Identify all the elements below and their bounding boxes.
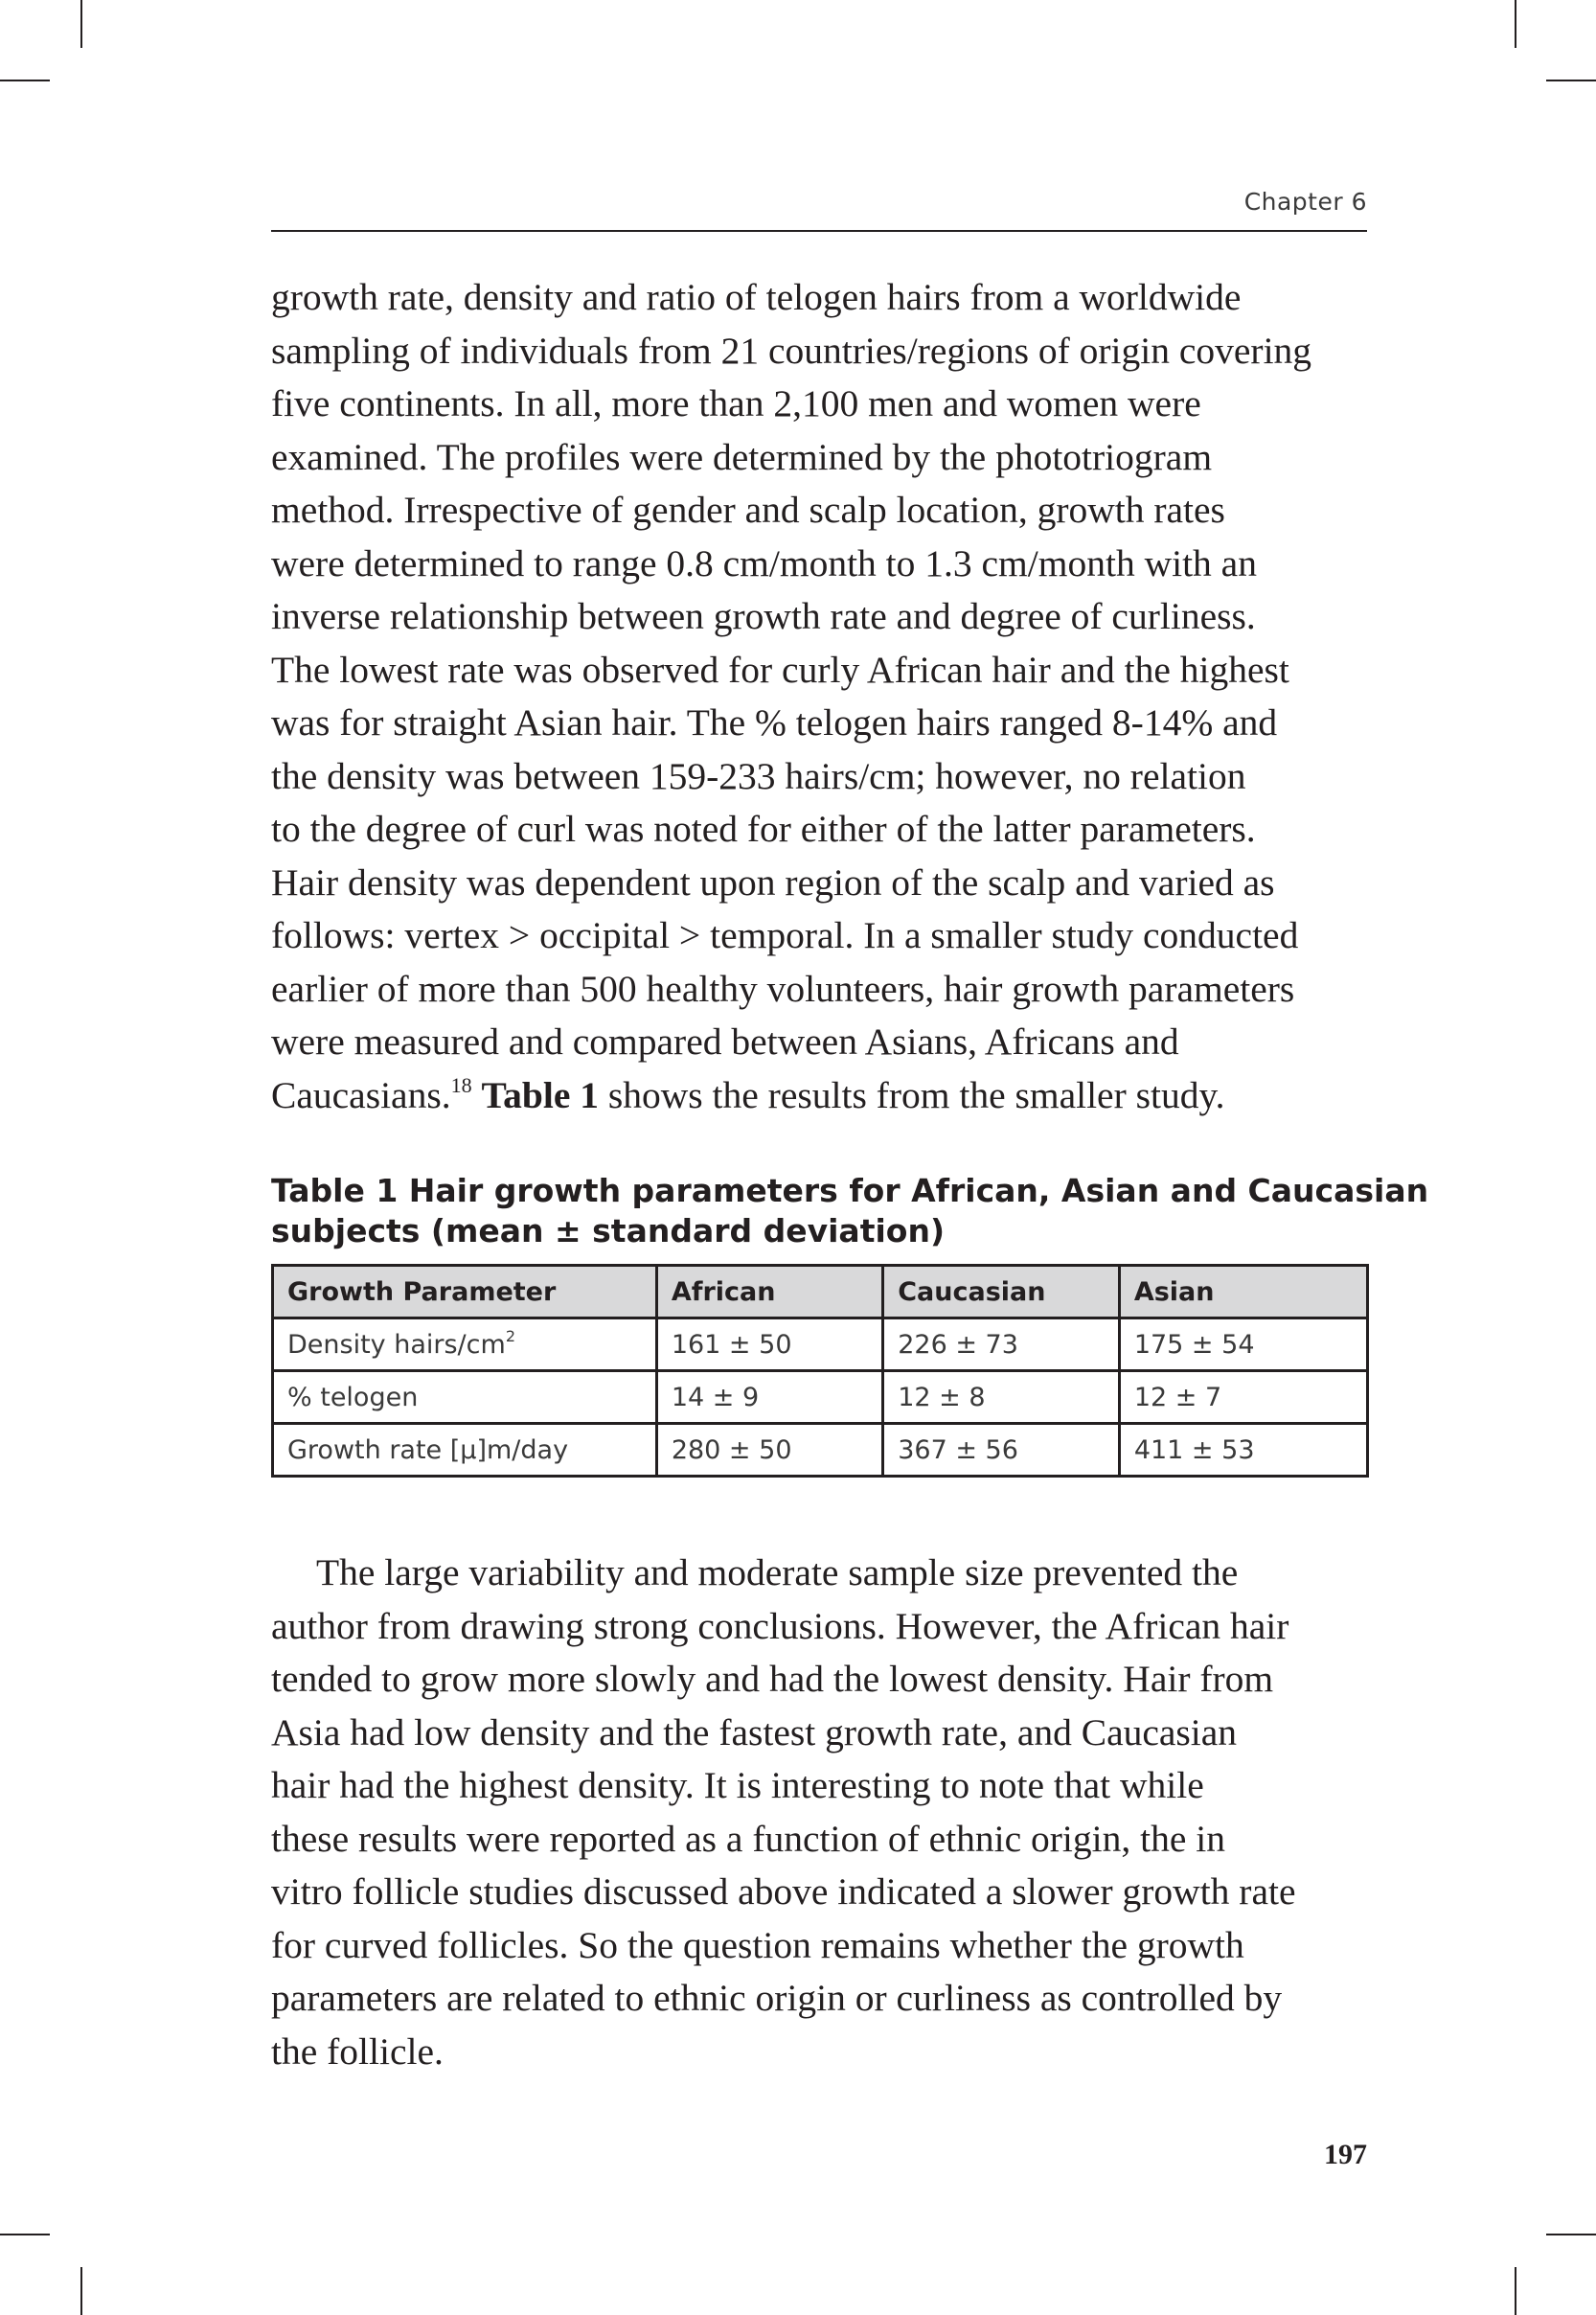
text-line-last (271, 1069, 1382, 1123)
body-paragraph-1 (271, 271, 1382, 1122)
crop-mark (0, 80, 50, 81)
table-cell: 175 ± 54 (1119, 1318, 1367, 1371)
table-caption (271, 1171, 1429, 1251)
text-line: for curved follicles. So the question remains whether the growth (271, 1923, 1244, 1966)
page-number: 197 (1324, 2139, 1367, 2170)
column-header: Caucasian (883, 1266, 1120, 1318)
cell-text: Growth rate [µ]m/day (287, 1434, 569, 1465)
crop-mark (1546, 80, 1596, 81)
crop-mark (80, 0, 82, 48)
table-cell: 12 ± 7 (1119, 1371, 1367, 1424)
text-line: hair had the highest density. It is interesting to note that while (271, 1764, 1204, 1806)
text-line: examined. The profiles were determined by the phototriogram (271, 435, 1213, 478)
text-line: earlier of more than 500 healthy volunteers, hair growth parameters (271, 967, 1295, 1010)
text-line: The large variability and moderate sample size prevented the (316, 1551, 1239, 1593)
table-header-row (273, 1266, 1368, 1318)
text-line: were measured and compared between Asians, Africans and (271, 1020, 1179, 1063)
table-caption-line: subjects (mean ± standard deviation) (271, 1212, 946, 1249)
column-header: Asian (1119, 1266, 1367, 1318)
chapter-label: Chapter 6 (1243, 188, 1367, 216)
text-line: the follicle. (271, 2029, 444, 2073)
text-line: Asia had low density and the fastest growth rate, and Caucasian (271, 1710, 1238, 1753)
table-caption-line: Table 1 Hair growth parameters for African, Asian and Caucasian (271, 1172, 1429, 1209)
running-header (271, 188, 1367, 232)
text-line: follows: vertex > occipital > temporal. In a smaller study conducted (271, 914, 1299, 956)
text-line: the density was between 159-233 hairs/cm; however, no relation (271, 754, 1246, 797)
column-header: African (656, 1266, 882, 1318)
cell-text: % telogen (287, 1382, 419, 1412)
crop-mark (80, 2267, 82, 2315)
table-cell-parameter (273, 1371, 657, 1424)
table-cell: 280 ± 50 (656, 1424, 882, 1477)
text-line: inverse relationship between growth rate and degree of curliness. (271, 595, 1256, 637)
crop-mark (1546, 2234, 1596, 2235)
crop-mark (1515, 0, 1516, 48)
table-reference: Table 1 (481, 1073, 600, 1116)
text-line: Hair density was dependent upon region of the scalp and varied as (271, 860, 1275, 904)
body-paragraph-2 (271, 1547, 1382, 2078)
text-line: vitro follicle studies discussed above indicated a slower growth rate (271, 1870, 1296, 1913)
reference-superscript: 18 (450, 1072, 472, 1097)
table-cell-parameter (273, 1318, 657, 1371)
table-cell: 226 ± 73 (883, 1318, 1120, 1371)
crop-mark (0, 2234, 50, 2235)
table-row (273, 1371, 1368, 1424)
table-row (273, 1424, 1368, 1477)
cell-text: Density hairs/cm (287, 1329, 506, 1360)
text-run: Caucasians. (271, 1073, 451, 1116)
text-line: five continents. In all, more than 2,100 men and women were (271, 382, 1201, 424)
table-row (273, 1318, 1368, 1371)
text-line: sampling of individuals from 21 countries/regions of origin covering (271, 329, 1312, 372)
table-cell: 12 ± 8 (883, 1371, 1120, 1424)
text-line: author from drawing strong conclusions. However, the African hair (271, 1604, 1289, 1647)
text-line: The lowest rate was observed for curly African hair and the highest (271, 648, 1289, 691)
text-line: parameters are related to ethnic origin or curliness as controlled by (271, 1977, 1283, 2019)
text-line: were determined to range 0.8 cm/month to 1.3 cm/month with an (271, 541, 1257, 584)
table-cell: 411 ± 53 (1119, 1424, 1367, 1477)
hair-growth-table (271, 1264, 1369, 1478)
superscript: 2 (505, 1326, 515, 1345)
table-cell: 367 ± 56 (883, 1424, 1120, 1477)
text-line: to the degree of curl was noted for either of the latter parameters. (271, 808, 1256, 850)
column-header: Growth Parameter (273, 1266, 657, 1318)
text-line: was for straight Asian hair. The % telogen hairs ranged 8-14% and (271, 701, 1278, 744)
text-line: these results were reported as a function of ethnic origin, the in (271, 1817, 1225, 1860)
table-cell: 14 ± 9 (656, 1371, 882, 1424)
text-line: growth rate, density and ratio of telogen hairs from a worldwide (271, 276, 1242, 318)
text-line: method. Irrespective of gender and scalp location, growth rates (271, 489, 1225, 531)
table-cell-parameter (273, 1424, 657, 1477)
text-line: tended to grow more slowly and had the lowest density. Hair from (271, 1658, 1274, 1700)
crop-mark (1515, 2267, 1516, 2315)
table-cell: 161 ± 50 (656, 1318, 882, 1371)
text-run: shows the results from the smaller study. (599, 1073, 1225, 1116)
